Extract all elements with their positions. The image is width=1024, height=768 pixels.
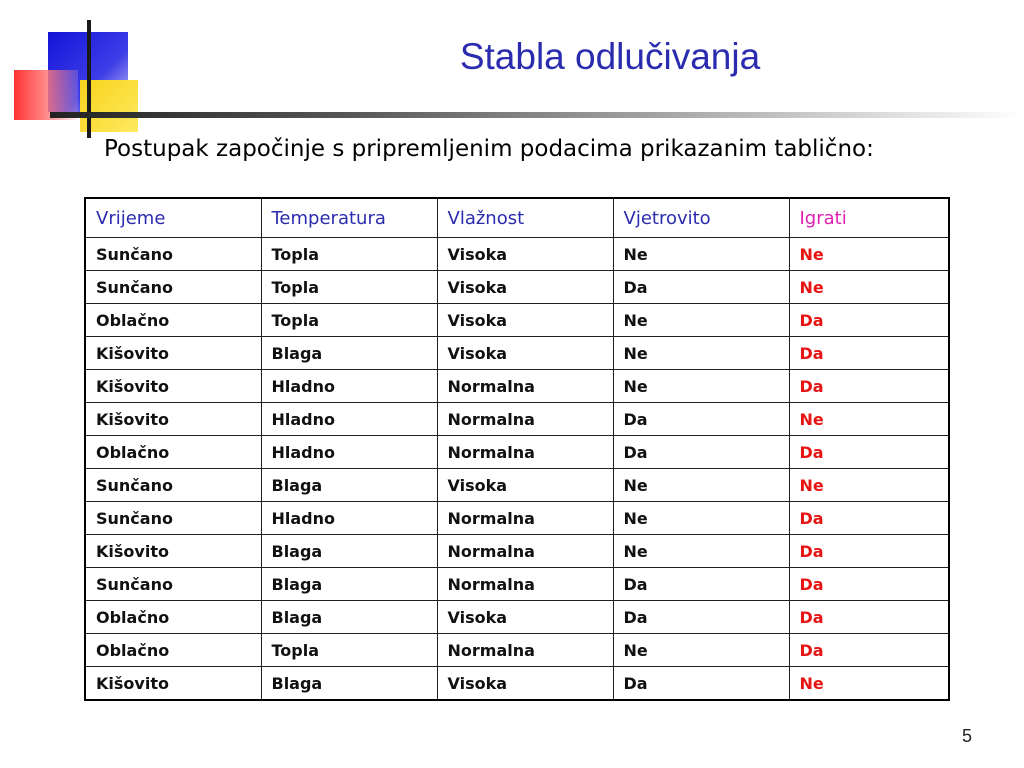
decor-vertical-line — [87, 20, 91, 138]
table-row — [85, 370, 949, 403]
cell-vrijeme: Sunčano — [85, 271, 261, 304]
cell-vrijeme: Kišovito — [85, 403, 261, 436]
header-vlaznost: Vlažnost — [437, 198, 613, 238]
cell-temperatura: Blaga — [261, 601, 437, 634]
cell-temperatura: Blaga — [261, 535, 437, 568]
cell-vrijeme: Kišovito — [85, 370, 261, 403]
table-row — [85, 337, 949, 370]
cell-vjetrovito: Ne — [613, 337, 789, 370]
cell-igrati: Ne — [789, 667, 949, 701]
cell-vrijeme: Sunčano — [85, 568, 261, 601]
cell-temperatura: Topla — [261, 634, 437, 667]
header-vjetrovito: Vjetrovito — [613, 198, 789, 238]
cell-temperatura: Topla — [261, 238, 437, 271]
table-row — [85, 502, 949, 535]
table-row — [85, 535, 949, 568]
cell-vlaznost: Normalna — [437, 535, 613, 568]
cell-vlaznost: Normalna — [437, 403, 613, 436]
cell-igrati: Da — [789, 568, 949, 601]
cell-vjetrovito: Ne — [613, 535, 789, 568]
cell-igrati: Ne — [789, 238, 949, 271]
cell-vlaznost: Visoka — [437, 469, 613, 502]
cell-igrati: Da — [789, 601, 949, 634]
cell-igrati: Ne — [789, 271, 949, 304]
slide-subtitle: Postupak započinje s pripremljenim podacima prikazanim tablično: — [104, 136, 874, 162]
cell-vjetrovito: Da — [613, 601, 789, 634]
cell-temperatura: Blaga — [261, 337, 437, 370]
decor-horizontal-rule — [50, 112, 1024, 118]
cell-igrati: Da — [789, 337, 949, 370]
table-row — [85, 304, 949, 337]
table-row — [85, 667, 949, 701]
cell-vlaznost: Visoka — [437, 601, 613, 634]
header-temperatura: Temperatura — [261, 198, 437, 238]
cell-vlaznost: Normalna — [437, 502, 613, 535]
cell-vjetrovito: Da — [613, 271, 789, 304]
cell-temperatura: Blaga — [261, 469, 437, 502]
cell-vrijeme: Oblačno — [85, 304, 261, 337]
cell-vjetrovito: Ne — [613, 304, 789, 337]
table-row — [85, 436, 949, 469]
cell-temperatura: Hladno — [261, 370, 437, 403]
cell-temperatura: Topla — [261, 304, 437, 337]
cell-vrijeme: Oblačno — [85, 601, 261, 634]
page-number: 5 — [961, 726, 972, 746]
table-row — [85, 271, 949, 304]
cell-vrijeme: Oblačno — [85, 436, 261, 469]
table-row — [85, 601, 949, 634]
table-row — [85, 403, 949, 436]
cell-temperatura: Hladno — [261, 403, 437, 436]
cell-vrijeme: Sunčano — [85, 469, 261, 502]
cell-vlaznost: Normalna — [437, 634, 613, 667]
cell-temperatura: Topla — [261, 271, 437, 304]
cell-vlaznost: Visoka — [437, 667, 613, 701]
table-header-row — [85, 198, 949, 238]
cell-igrati: Ne — [789, 469, 949, 502]
cell-igrati: Da — [789, 535, 949, 568]
slide-title: Stabla odlučivanja — [459, 36, 761, 77]
table-row — [85, 634, 949, 667]
cell-vjetrovito: Ne — [613, 238, 789, 271]
cell-igrati: Da — [789, 634, 949, 667]
cell-vlaznost: Normalna — [437, 370, 613, 403]
cell-igrati: Da — [789, 436, 949, 469]
header-igrati: Igrati — [789, 198, 949, 238]
cell-vrijeme: Sunčano — [85, 238, 261, 271]
cell-vjetrovito: Da — [613, 568, 789, 601]
cell-igrati: Da — [789, 502, 949, 535]
cell-igrati: Ne — [789, 403, 949, 436]
cell-vjetrovito: Ne — [613, 502, 789, 535]
cell-igrati: Da — [789, 304, 949, 337]
cell-vjetrovito: Da — [613, 403, 789, 436]
cell-vlaznost: Visoka — [437, 337, 613, 370]
table-row — [85, 469, 949, 502]
cell-vlaznost: Visoka — [437, 304, 613, 337]
table-row — [85, 238, 949, 271]
cell-vrijeme: Kišovito — [85, 667, 261, 701]
cell-vlaznost: Normalna — [437, 568, 613, 601]
cell-vjetrovito: Ne — [613, 634, 789, 667]
cell-vrijeme: Kišovito — [85, 337, 261, 370]
cell-vjetrovito: Da — [613, 667, 789, 701]
cell-temperatura: Hladno — [261, 502, 437, 535]
cell-vjetrovito: Da — [613, 436, 789, 469]
weather-data-table — [84, 197, 950, 701]
cell-vrijeme: Oblačno — [85, 634, 261, 667]
cell-temperatura: Blaga — [261, 568, 437, 601]
table-row — [85, 568, 949, 601]
cell-temperatura: Hladno — [261, 436, 437, 469]
cell-vjetrovito: Ne — [613, 469, 789, 502]
header-vrijeme: Vrijeme — [85, 198, 261, 238]
cell-vjetrovito: Ne — [613, 370, 789, 403]
cell-vlaznost: Normalna — [437, 436, 613, 469]
cell-vlaznost: Visoka — [437, 238, 613, 271]
cell-vlaznost: Visoka — [437, 271, 613, 304]
cell-temperatura: Blaga — [261, 667, 437, 701]
cell-igrati: Da — [789, 370, 949, 403]
cell-vrijeme: Kišovito — [85, 535, 261, 568]
cell-vrijeme: Sunčano — [85, 502, 261, 535]
